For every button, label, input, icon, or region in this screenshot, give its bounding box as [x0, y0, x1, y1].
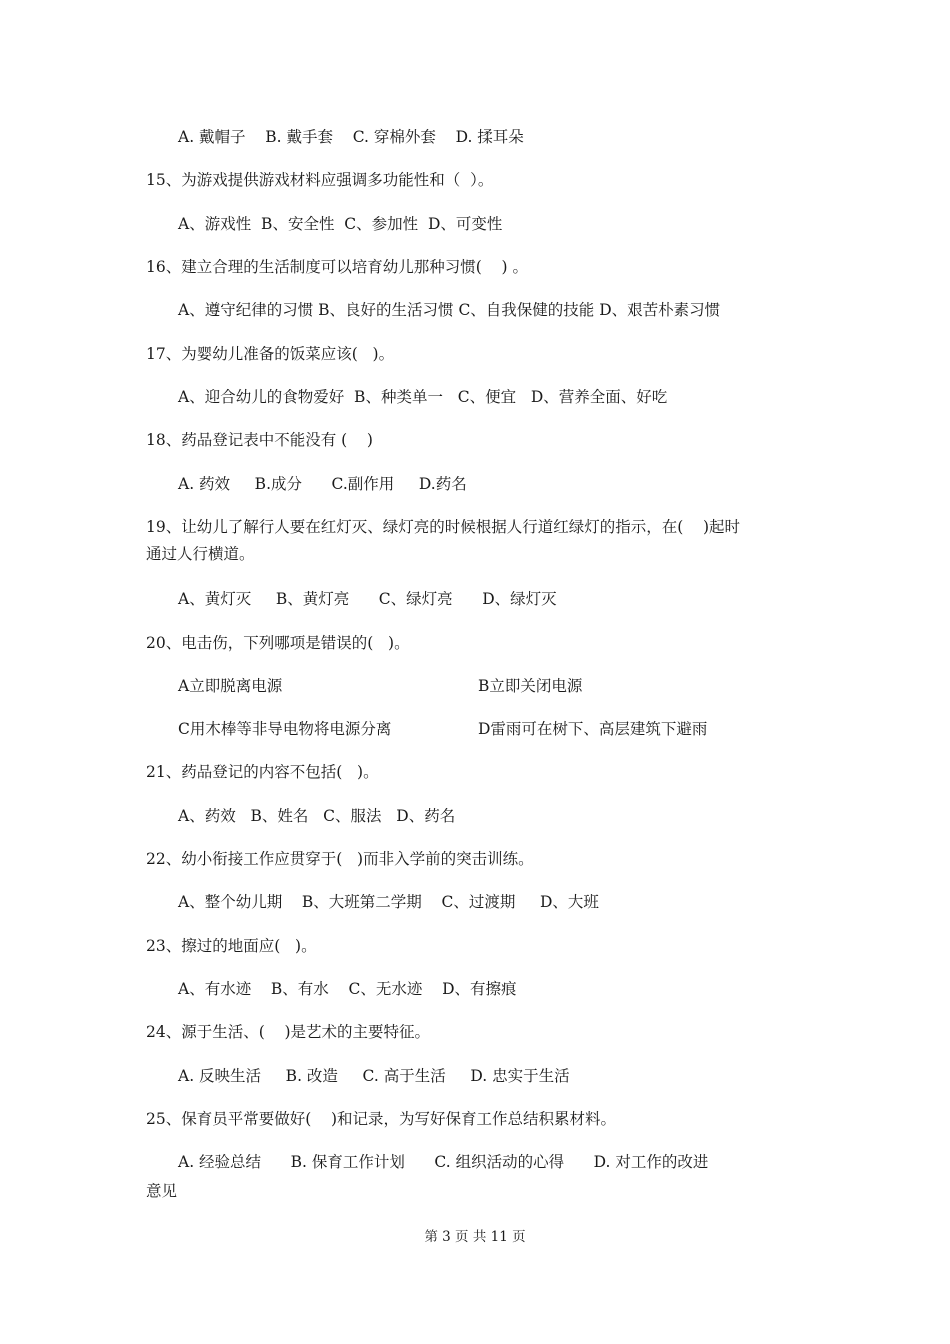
q17-options: A、迎合幼儿的食物爱好 B、种类单一 C、便宜 D、营养全面、好吃 [178, 388, 668, 406]
q22-options: A、整个幼儿期 B、大班第二学期 C、过渡期 D、大班 [178, 893, 599, 911]
q18-options: A. 药效 B.成分 C.副作用 D.药名 [178, 475, 467, 493]
q21-question: 21、药品登记的内容不包括( )。 [146, 763, 379, 781]
q19-question-cont: 通过人行横道。 [146, 545, 255, 563]
q25-options-cont: 意见 [146, 1182, 178, 1200]
page-footer: 第 3 页 共 11 页 [424, 1229, 526, 1245]
q20-question: 20、电击伤，下列哪项是错误的( )。 [146, 634, 410, 652]
q25-options: A. 经验总结 B. 保育工作计划 C. 组织活动的心得 D. 对工作的改进 [178, 1153, 709, 1171]
q23-options: A、有水迹 B、有水 C、无水迹 D、有擦痕 [178, 980, 517, 998]
q21-options: A、药效 B、姓名 C、服法 D、药名 [178, 807, 456, 825]
q15-options: A、游戏性 B、安全性 C、参加性 D、可变性 [178, 215, 503, 233]
q24-options: A. 反映生活 B. 改造 C. 高于生活 D. 忠实于生活 [178, 1067, 570, 1085]
q24-question: 24、源于生活、( )是艺术的主要特征。 [146, 1023, 431, 1041]
q20-option-c: C用木棒等非导电物将电源分离 [178, 720, 392, 738]
q15-question: 15、为游戏提供游戏材料应强调多功能性和（ ）。 [146, 171, 494, 189]
q20-option-d: D雷雨可在树下、高层建筑下避雨 [478, 720, 708, 738]
q20-option-a: A立即脱离电源 [178, 677, 283, 695]
q16-question: 16、建立合理的生活制度可以培育幼儿那种习惯( ) 。 [146, 258, 528, 276]
q23-question: 23、擦过的地面应( )。 [146, 937, 317, 955]
q17-question: 17、为婴幼儿准备的饭菜应该( )。 [146, 345, 395, 363]
q25-question: 25、保育员平常要做好( )和记录，为写好保育工作总结积累材料。 [146, 1110, 617, 1128]
q18-question: 18、药品登记表中不能没有 ( ) [146, 431, 373, 449]
q16-options: A、遵守纪律的习惯 B、良好的生活习惯 C、自我保健的技能 D、艰苦朴素习惯 [178, 301, 721, 319]
q20-option-b: B立即关闭电源 [478, 677, 583, 695]
q14-options: A. 戴帽子 B. 戴手套 C. 穿棉外套 D. 揉耳朵 [178, 128, 524, 146]
q19-options: A、黄灯灭 B、黄灯亮 C、绿灯亮 D、绿灯灭 [178, 590, 557, 608]
q19-question: 19、让幼儿了解行人要在红灯灭、绿灯亮的时候根据人行道红绿灯的指示，在( )起时 [146, 518, 741, 536]
q22-question: 22、幼小衔接工作应贯穿于( )而非入学前的突击训练。 [146, 850, 534, 868]
